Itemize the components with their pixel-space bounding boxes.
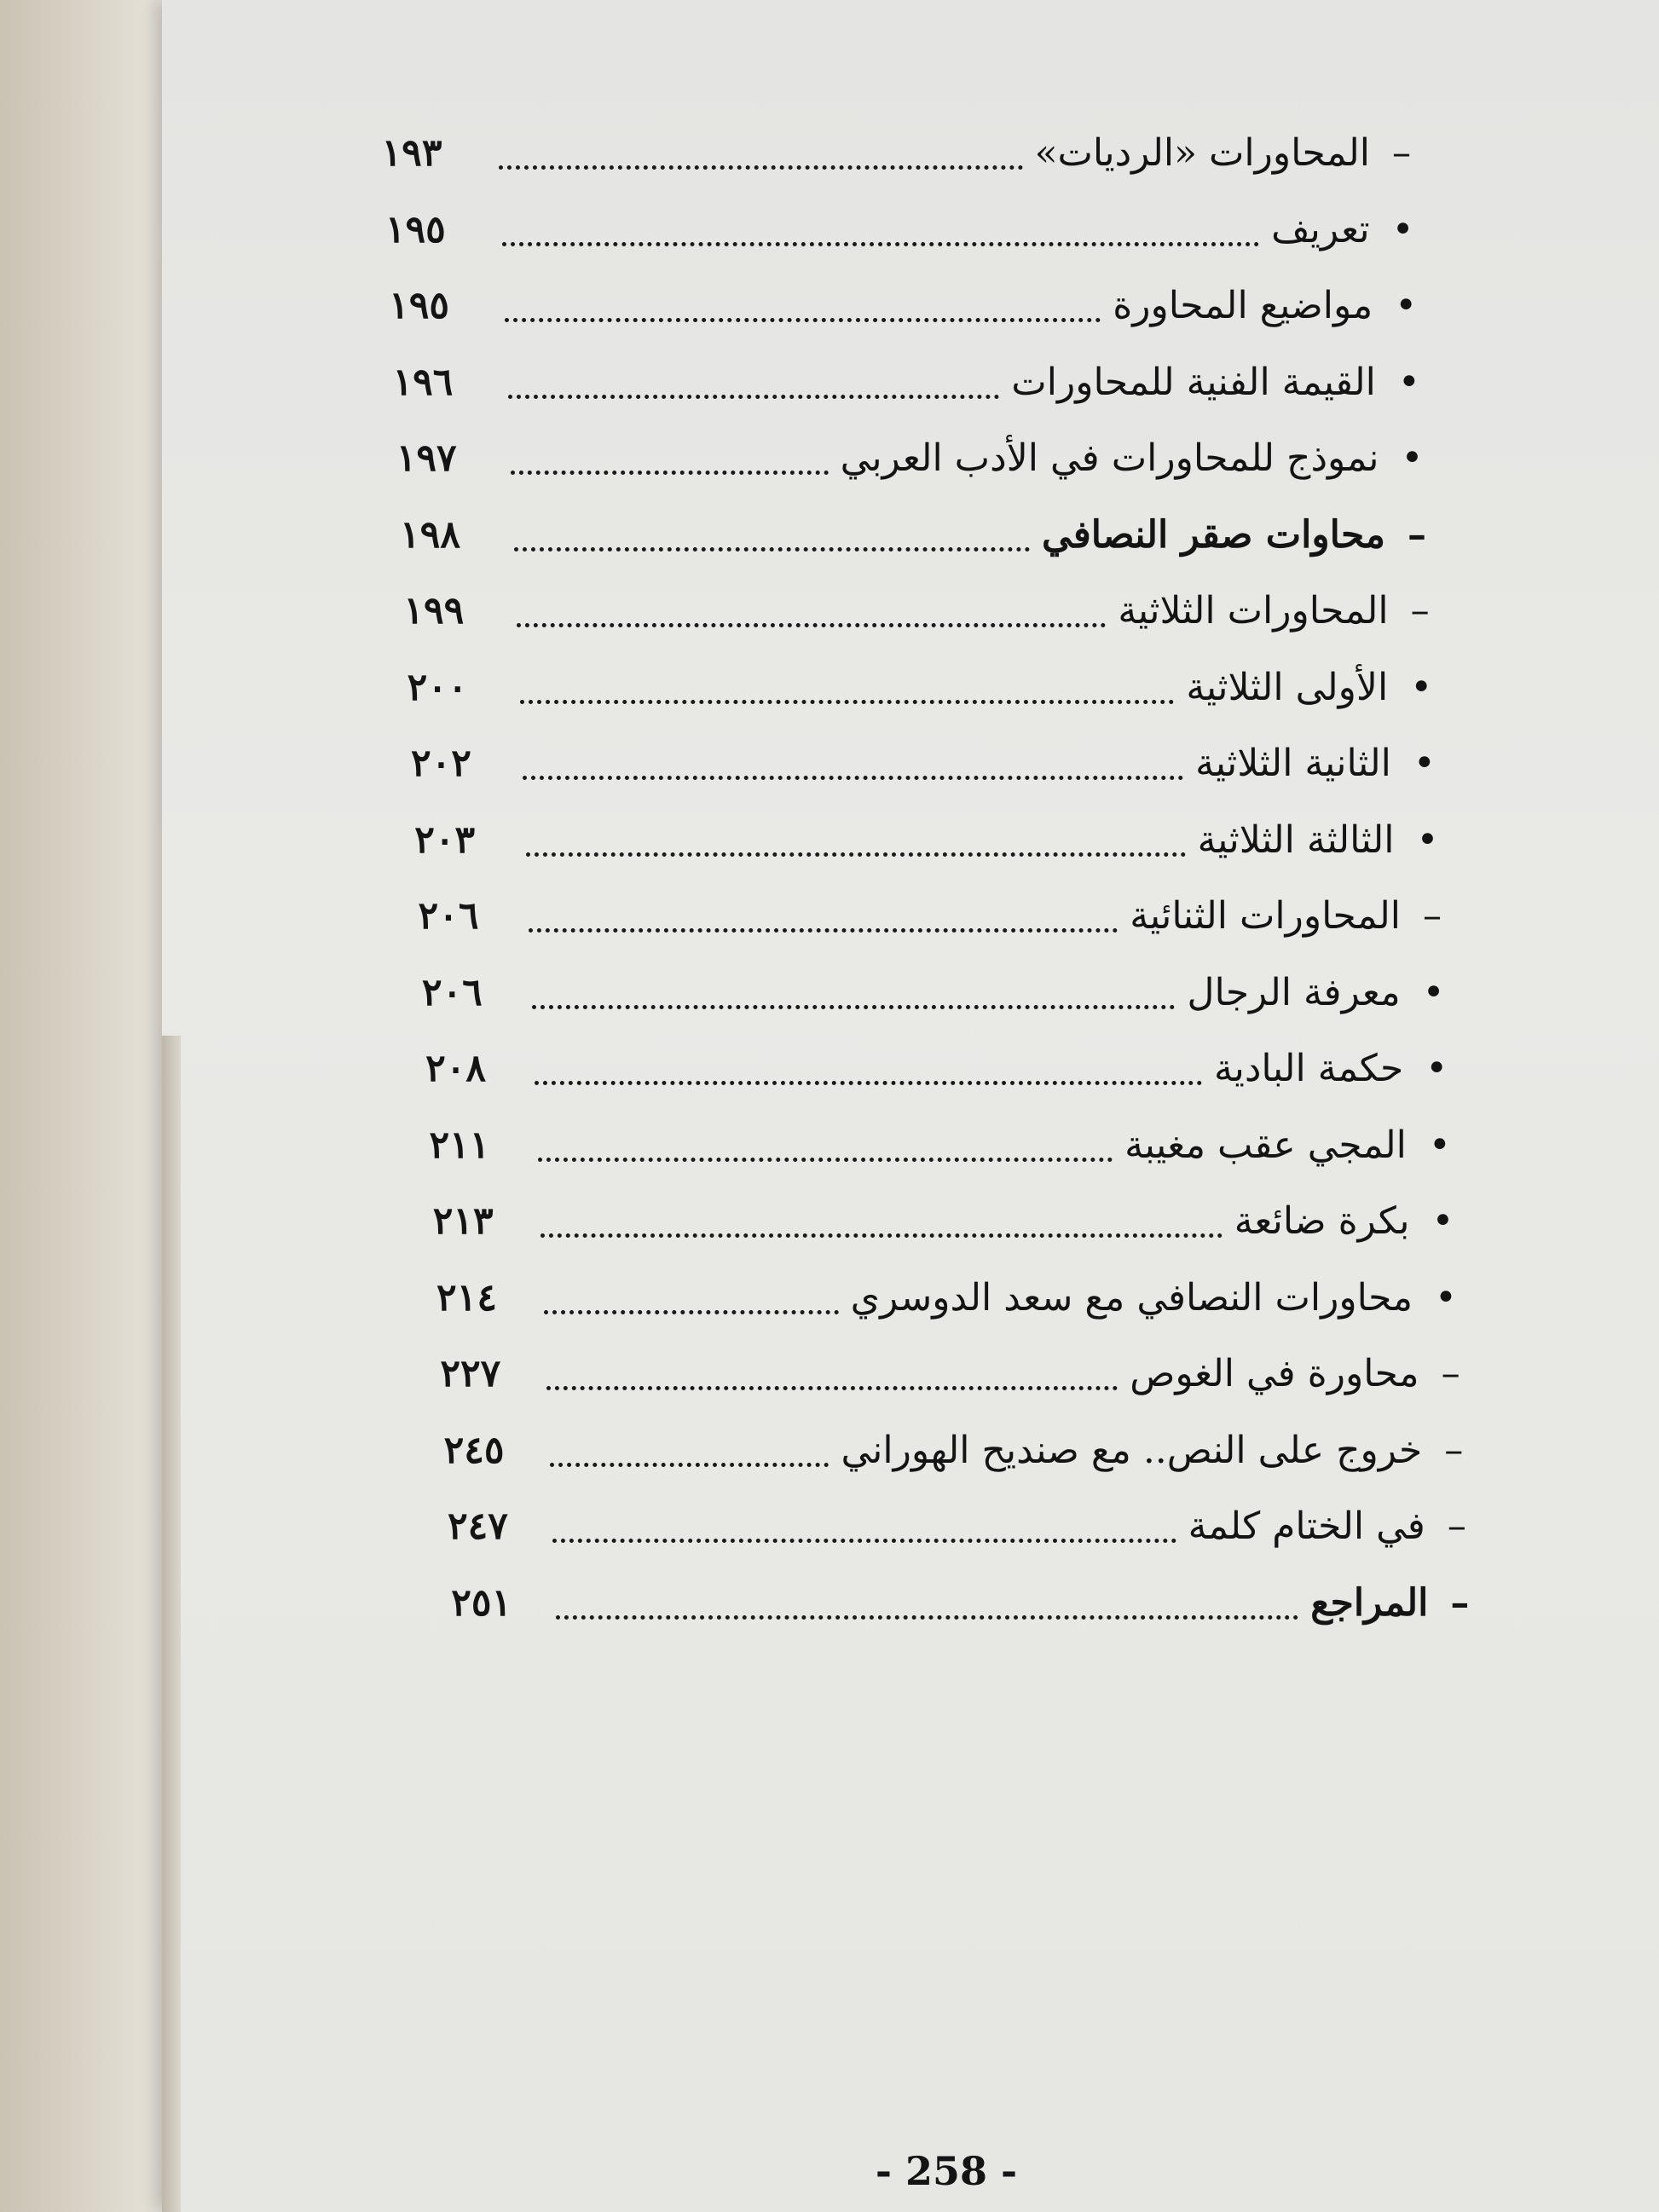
toc-entry-title [1130,1340,1460,1408]
toc-entry-label: تعريف [1271,207,1370,251]
toc-entry [0,424,1659,493]
toc-entry-page-number: ٢٠٠ [407,665,468,709]
toc-entry [0,1493,1659,1561]
toc-entry-title [1011,349,1420,417]
toc-leader-dots [508,390,999,399]
toc-entry-title [1195,730,1436,798]
toc-entry [0,1340,1659,1408]
toc-entry [0,577,1659,645]
toc-leader-dots [552,1533,1176,1543]
bullet-icon: • [1395,284,1418,327]
toc-entry-label: بكرة ضائعة [1234,1199,1410,1243]
toc-entry [0,1417,1659,1485]
toc-entry-label: معرفة الرجال [1187,970,1401,1014]
toc-entry-page-number: ١٩٥ [384,207,446,251]
toc-entry [0,119,1659,188]
dash-icon: – [1444,1428,1464,1472]
toc-entry-label: محاوات صقر النصافي [1042,512,1385,557]
bullet-icon: • [1435,1275,1457,1320]
toc-entry-label: حكمة البادية [1213,1047,1404,1090]
bullet-icon: • [1416,817,1439,862]
toc-entry-page-number: ١٩٣ [381,131,442,175]
toc-entry-title [1186,654,1432,722]
toc-entry-title [1188,1493,1466,1561]
toc-entry-page-number: ١٩٩ [403,589,465,632]
toc-leader-dots [514,542,1030,552]
page-number: - 258 - [875,2148,1018,2194]
toc-leader-dots [511,465,829,475]
dash-icon: – [1408,512,1426,557]
toc-entry-page-number: ١٩٨ [400,512,460,557]
toc-entry-label: محاورة في الغوص [1130,1352,1419,1395]
toc-entry [0,1112,1659,1180]
toc-entry-label: المحاورات «الرديات» [1034,131,1370,175]
toc-leader-dots [529,923,1118,933]
toc-entry-title [1310,1569,1469,1637]
bullet-icon: • [1410,665,1433,709]
toc-entry-title [1124,1112,1451,1180]
toc-leader-dots [505,313,1101,322]
toc-leader-dots [535,1076,1202,1085]
toc-entry-title [851,1264,1457,1332]
toc-entry-page-number: ٢٤٥ [443,1428,505,1472]
toc-entry-page-number: ٢١١ [429,1123,490,1167]
toc-leader-dots [502,237,1259,246]
toc-leader-dots [556,1610,1298,1620]
dash-icon: – [1441,1352,1460,1395]
toc-entry-title [841,424,1424,493]
toc-entry [0,272,1659,340]
toc-leader-dots [523,771,1183,780]
toc-entry-page-number: ١٩٥ [389,284,450,327]
toc-entry [0,501,1659,569]
toc-entry-page-number: ٢٠٢ [410,742,471,785]
toc-entry-title [1234,1187,1454,1256]
toc-entry-label: المحاورات الثلاثية [1118,589,1389,632]
toc-entry-page-number: ١٩٧ [396,436,457,480]
toc-entry-page-number: ٢٠٨ [425,1047,487,1090]
toc-entry [0,730,1659,798]
toc-leader-dots [532,1000,1175,1009]
dash-icon: – [1450,1580,1470,1625]
toc-entry [0,959,1659,1027]
dash-icon: – [1447,1505,1466,1548]
toc-entry-label: المراجع [1310,1580,1429,1625]
toc-entry-page-number: ٢٠٦ [418,894,479,938]
toc-entry [0,1035,1659,1103]
toc-entry-label: في الختام كلمة [1188,1505,1425,1548]
toc-entry-label: الثانية الثلاثية [1195,742,1391,785]
toc-entry-label: نموذج للمحاورات في الأدب العربي [840,436,1379,480]
dash-icon: – [1423,894,1442,938]
toc-entry-page-number: ٢٢٧ [440,1352,501,1395]
toc-entry-label: محاورات النصافي مع سعد الدوسري [850,1275,1413,1320]
toc-entry-title [1214,1035,1448,1103]
toc-entry-label: مواضيع المحاورة [1113,284,1373,327]
toc-entry-label: الثالثة الثلاثية [1197,817,1395,862]
toc-entry-page-number: ٢٤٧ [447,1505,508,1548]
toc-entry [0,1264,1659,1332]
toc-entry-title [1042,501,1426,569]
toc-entry-label: خروج على النص.. مع صنديح الهوراني [841,1428,1423,1472]
dash-icon: – [1410,589,1430,632]
bullet-icon: • [1401,436,1424,480]
bullet-icon: • [1391,207,1414,251]
toc-entry [0,654,1659,722]
toc-entry-title [1187,959,1444,1027]
toc-leader-dots [546,1381,1118,1390]
toc-leader-dots [526,847,1186,857]
toc-entry-page-number: ٢٥١ [451,1580,512,1625]
toc-entry-page-number: ٢١٤ [436,1275,497,1320]
toc-entry [0,196,1659,264]
toc-leader-dots [538,1152,1113,1162]
bullet-icon: • [1425,1047,1448,1090]
toc-entry-page-number: ١٩٦ [392,360,454,404]
bullet-icon: • [1428,1123,1451,1167]
toc-leader-dots [550,1458,829,1467]
toc-entry-label: المحاورات الثنائية [1130,894,1401,938]
toc-entry-title [841,1417,1463,1485]
toc-entry-label: الأولى الثلاثية [1186,665,1389,709]
toc-entry [0,1569,1659,1637]
dash-icon: – [1392,131,1411,175]
toc-entry-title [1198,806,1439,875]
toc-entry [0,882,1659,950]
toc-entry [0,349,1659,417]
bullet-icon: • [1397,360,1420,404]
toc-entry-title [1118,577,1429,645]
toc-entry-page-number: ٢١٣ [432,1199,494,1243]
toc-entry-page-number: ٢٠٣ [414,817,476,862]
bullet-icon: • [1422,970,1445,1014]
toc-leader-dots [540,1228,1223,1238]
bullet-icon: • [1413,742,1436,785]
toc-entry [0,1187,1659,1256]
toc-leader-dots [544,1305,839,1314]
toc-entry [0,806,1659,875]
toc-entry-title [1113,272,1417,340]
toc-leader-dots [499,160,1023,170]
bullet-icon: • [1431,1199,1454,1243]
toc-leader-dots [520,695,1174,704]
toc-entry-label: المجي عقب مغيبة [1124,1123,1407,1167]
toc-entry-title [1271,196,1414,264]
toc-entry-label: القيمة الفنية للمحاورات [1011,360,1376,404]
toc-entry-page-number: ٢٠٦ [421,970,483,1014]
toc-leader-dots [517,618,1106,627]
toc-entry-title [1035,119,1411,188]
toc-entry-title [1130,882,1442,950]
